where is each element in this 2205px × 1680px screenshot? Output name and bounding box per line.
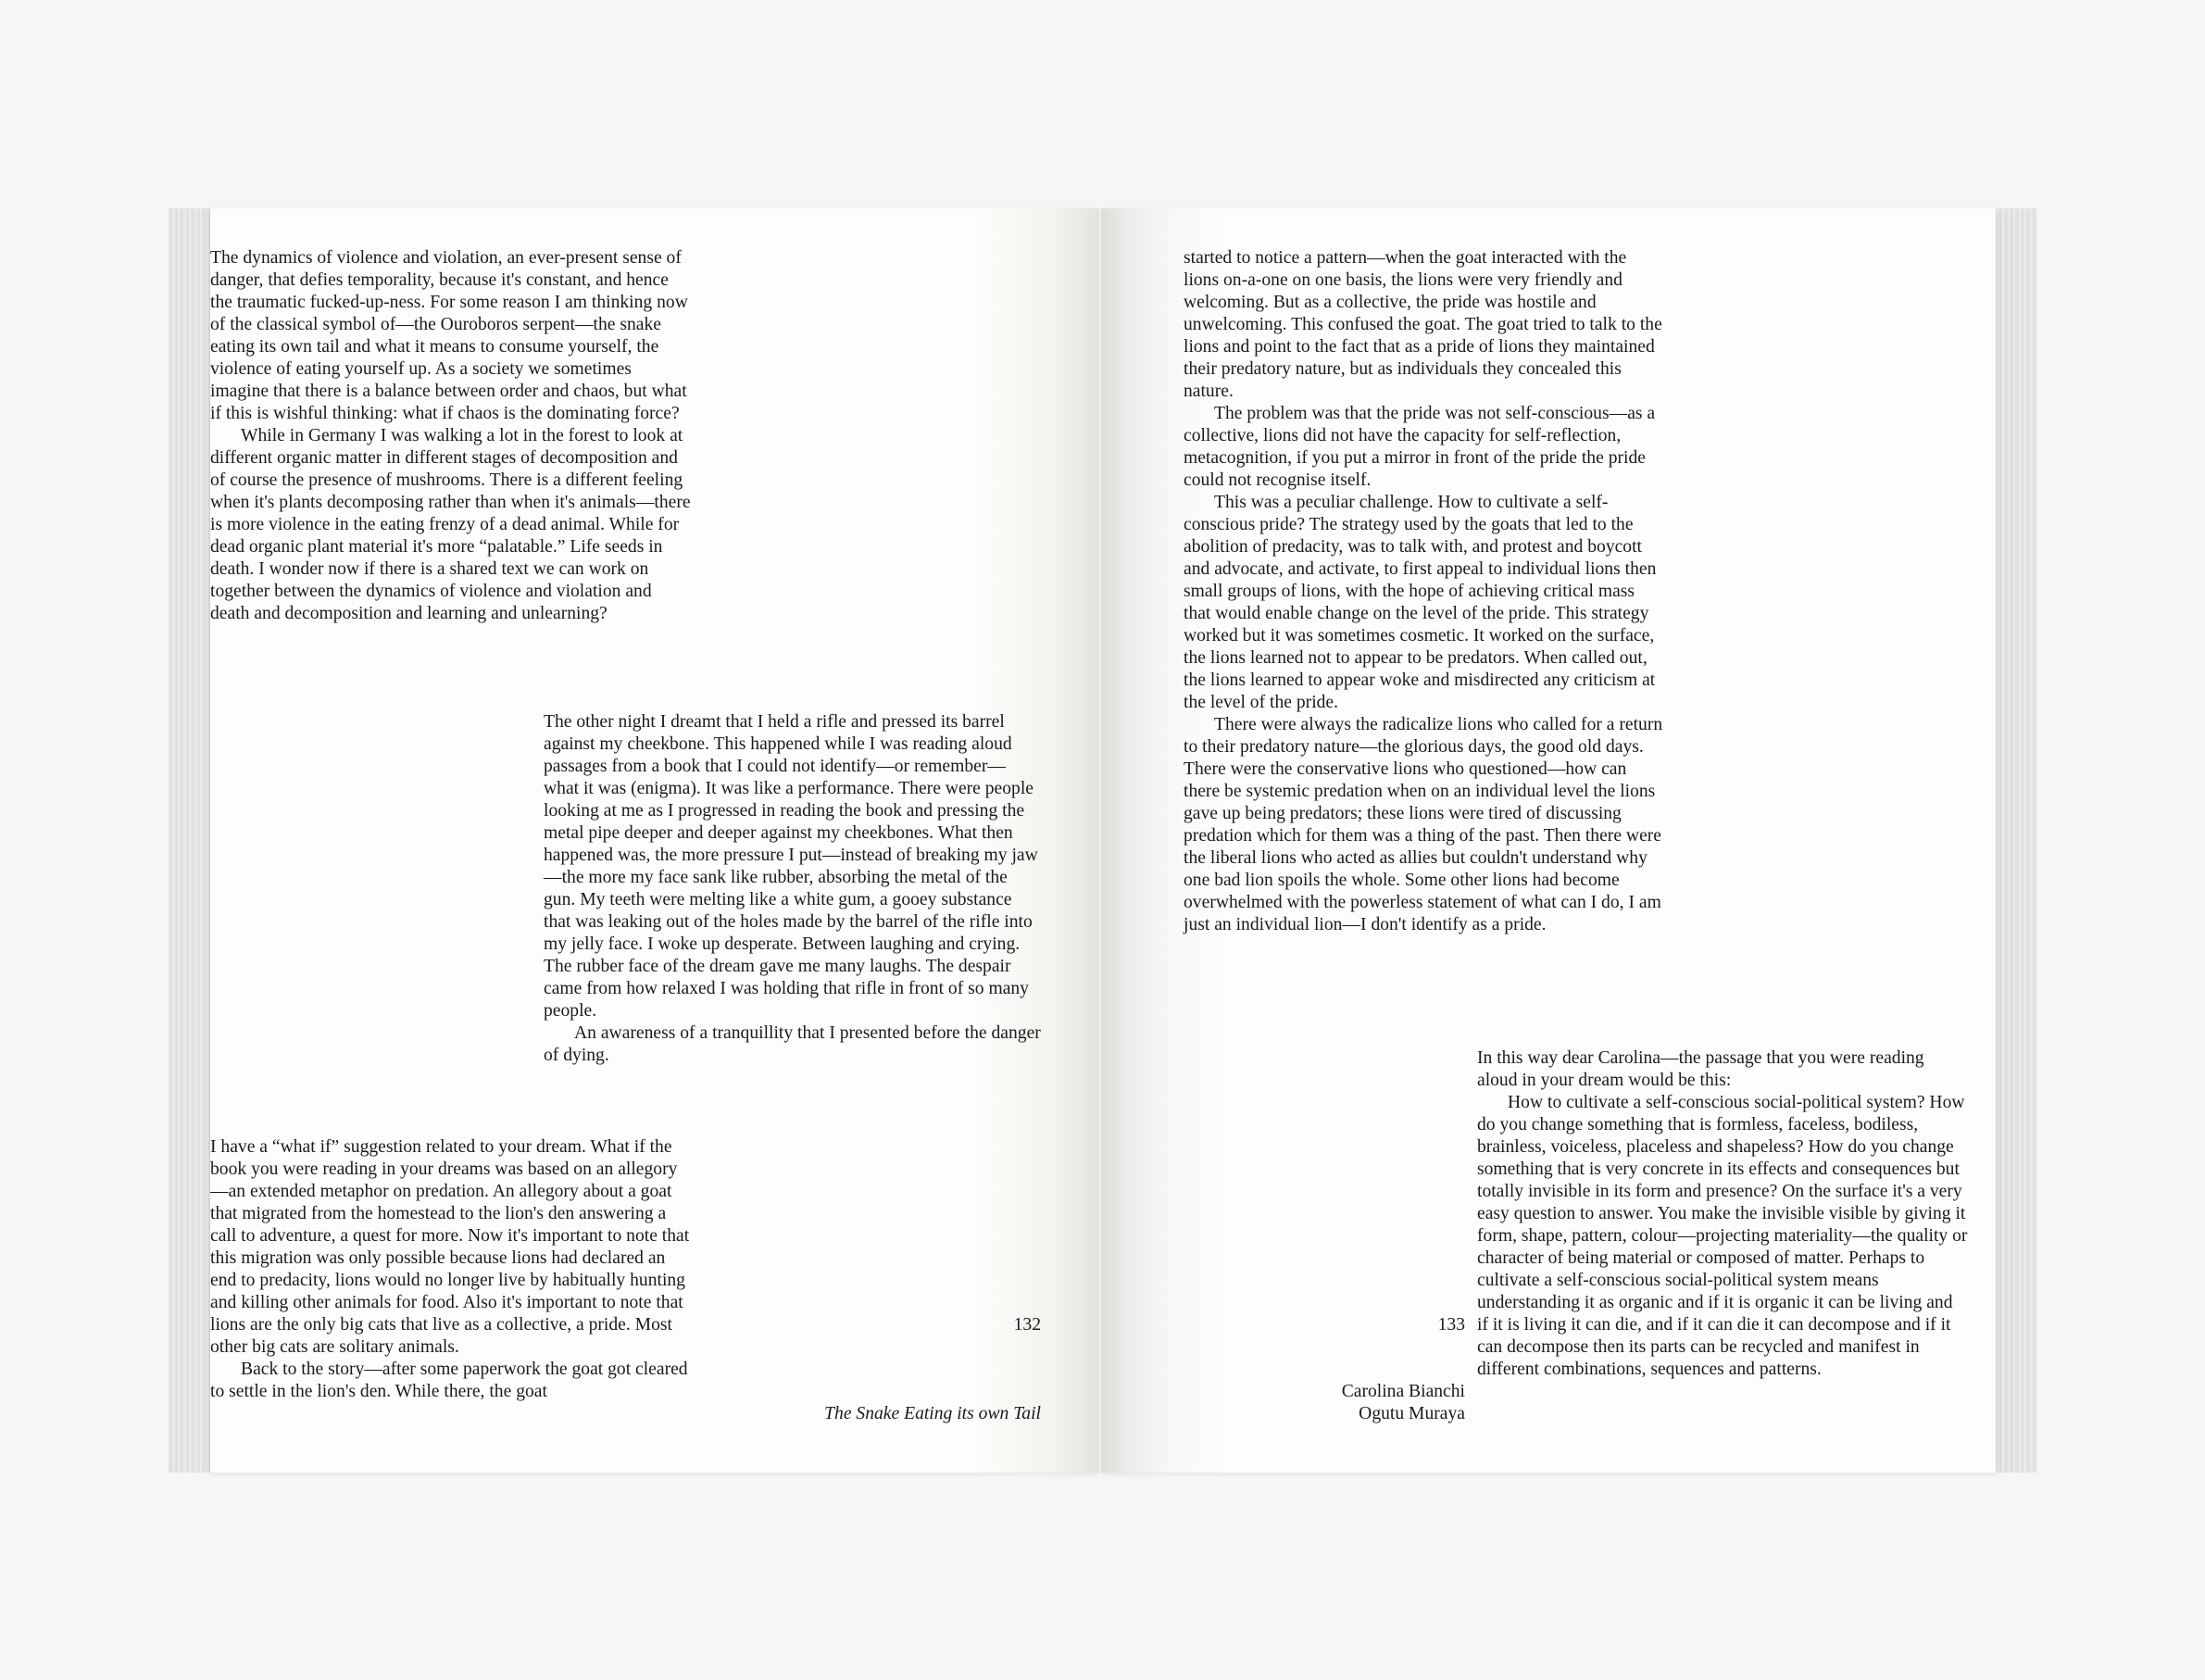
open-book xyxy=(169,208,2037,1473)
paragraph: An awareness of a tranquillity that I presented before the danger of dying. xyxy=(544,1023,1041,1065)
paragraph: In this way dear Carolina—the passage that you were reading aloud in your dream would be this: xyxy=(1477,1048,1924,1090)
paragraph: While in Germany I was walking a lot in the forest to look at different organic matter in different stages of decomposition and of course the presence of mushrooms. There is a different feeling when it's plants decomposing rather than when it's animals—there is more violence in the eating frenzy of a dead animal. While for dead organic plant material it's more “palatable.” Life seeds in death. I wonder now if there is a shared text we can work on together between the dynamics of violence and violation and death and decomposition and learning and unlearning? xyxy=(210,426,691,623)
page-edges-left xyxy=(169,208,213,1473)
paragraph: There were always the radicalize lions who called for a return to their predatory nature—the glorious days, the good old days. There were the conservative lions who questioned—how can there be systemic predation when on an individual level the lions gave up being predators; these lions were tired of discussing predation which for them was a thing of the past. Then there were the liberal lions who acted as allies but couldn't understand why one bad lion spoils the whole. Some other lions had become overwhelmed with the powerless statement of what can I do, I am just an individual lion—I don't identify as a pride. xyxy=(1184,715,1663,934)
left-text-block-3 xyxy=(210,1136,692,1403)
right-page xyxy=(1101,208,1996,1473)
author-name: Ogutu Muraya xyxy=(1359,1404,1465,1423)
paragraph: The other night I dreamt that I held a rifle and pressed its barrel against my cheekbone. This happened while I was reading aloud passages from a book that I could not identify—or remember—what it was (enigma). It was like a performance. There were people looking at me as I progressed in reading the book and pressing the metal pipe deeper and deeper against my cheekbones. What then happened was, the more pressure I put—instead of breaking my jaw—the more my face sank like rubber, absorbing the metal of the gun. My teeth were melting like a white gum, a gooey substance that was leaking out of the holes made by the barrel of the rifle into my jelly face. I woke up desperate. Between laughing and crying. The rubber face of the dream gave me many laughs. The despair came from how relaxed I was holding that rifle in front of so many people. xyxy=(544,712,1038,1021)
page-number: 133 xyxy=(1437,1315,1465,1335)
paragraph: started to notice a pattern—when the goat interacted with the lions on-a-one on one basis, the lions were very friendly and welcoming. But as a collective, the pride was hostile and unwelcoming. This confused the goat. The goat tried to talk to the lions and point to the fact that as a pride of lions they maintained their predatory nature, but as individuals they concealed this nature. xyxy=(1184,248,1662,401)
page-number: 132 xyxy=(1013,1315,1041,1335)
paragraph: I have a “what if” suggestion related to your dream. What if the book you were reading in your dreams was based on an allegory—an extended metaphor on predation. An allegory about a goat that migrated from the homestead to the lion's den answering a call to adventure, a quest for more. Now it's important to note that this migration was only possible because lions had declared an end to predacity, lions would no longer live by habitually hunting and killing other animals for food. Also it's important to note that lions are the only big cats that live as a collective, a pride. Most other big cats are solitary animals. xyxy=(210,1137,690,1357)
paragraph: The problem was that the pride was not self-conscious—as a collective, lions did not have the capacity for self-reflection, metacognition, if you put a mirror in front of the pride the pride could not recognise itself. xyxy=(1184,404,1656,490)
paragraph: How to cultivate a self-conscious social-political system? How do you change something that is formless, faceless, bodiless, brainless, voiceless, placeless and shapeless? How do you change something that is very concrete in its effects and consequences but totally invisible in its form and presence? On the surface it's a very easy question to answer. You make the invisible visible by giving it form, shape, pattern, colour—projecting materiality—the quality or character of being material or composed of matter. Perhaps to cultivate a self-conscious social-political system means understanding it as organic and if it is organic it can be living and if it is living it can die, and if it can die it can decompose and if it can decompose then its parts can be recycled and manifest in different combinations, sequences and patterns. xyxy=(1477,1093,1968,1379)
right-text-block-1 xyxy=(1184,247,1665,936)
left-text-block-1 xyxy=(210,247,692,625)
paragraph: The dynamics of violence and violation, an ever-present sense of danger, that defies temporality, because it's constant, and hence the traumatic fucked-up-ness. For some reason I am thinking now of the classical symbol of—the Ouroboros serpent—the snake eating its own tail and what it means to consume yourself, the violence of eating yourself up. As a society we sometimes imagine that there is a balance between order and chaos, but what if this is wishful thinking: what if chaos is the dominating force? xyxy=(210,248,688,423)
page-edges-right xyxy=(1993,208,2037,1473)
paragraph: This was a peculiar challenge. How to cultivate a self-conscious pride? The strategy used by the goats that led to the abolition of predacity, was to talk with, and protest and boycott and advocate, and activate, to first appeal to individual lions then small groups of lions, with the hope of achieving critical mass that would enable change on the level of the pride. This strategy worked but it was sometimes cosmetic. It worked on the surface, the lions learned not to appear to be predators. When called out, the lions learned to appear woke and misdirected any criticism at the level of the pride. xyxy=(1184,493,1657,712)
left-text-block-2 xyxy=(544,711,1041,1067)
left-page xyxy=(210,208,1099,1473)
author-name: Carolina Bianchi xyxy=(1341,1382,1465,1401)
running-title: The Snake Eating its own Tail xyxy=(824,1404,1041,1423)
right-text-block-2 xyxy=(1477,1047,1968,1381)
paragraph: Back to the story—after some paperwork the goat got cleared to settle in the lion's den. While there, the goat xyxy=(210,1360,688,1401)
